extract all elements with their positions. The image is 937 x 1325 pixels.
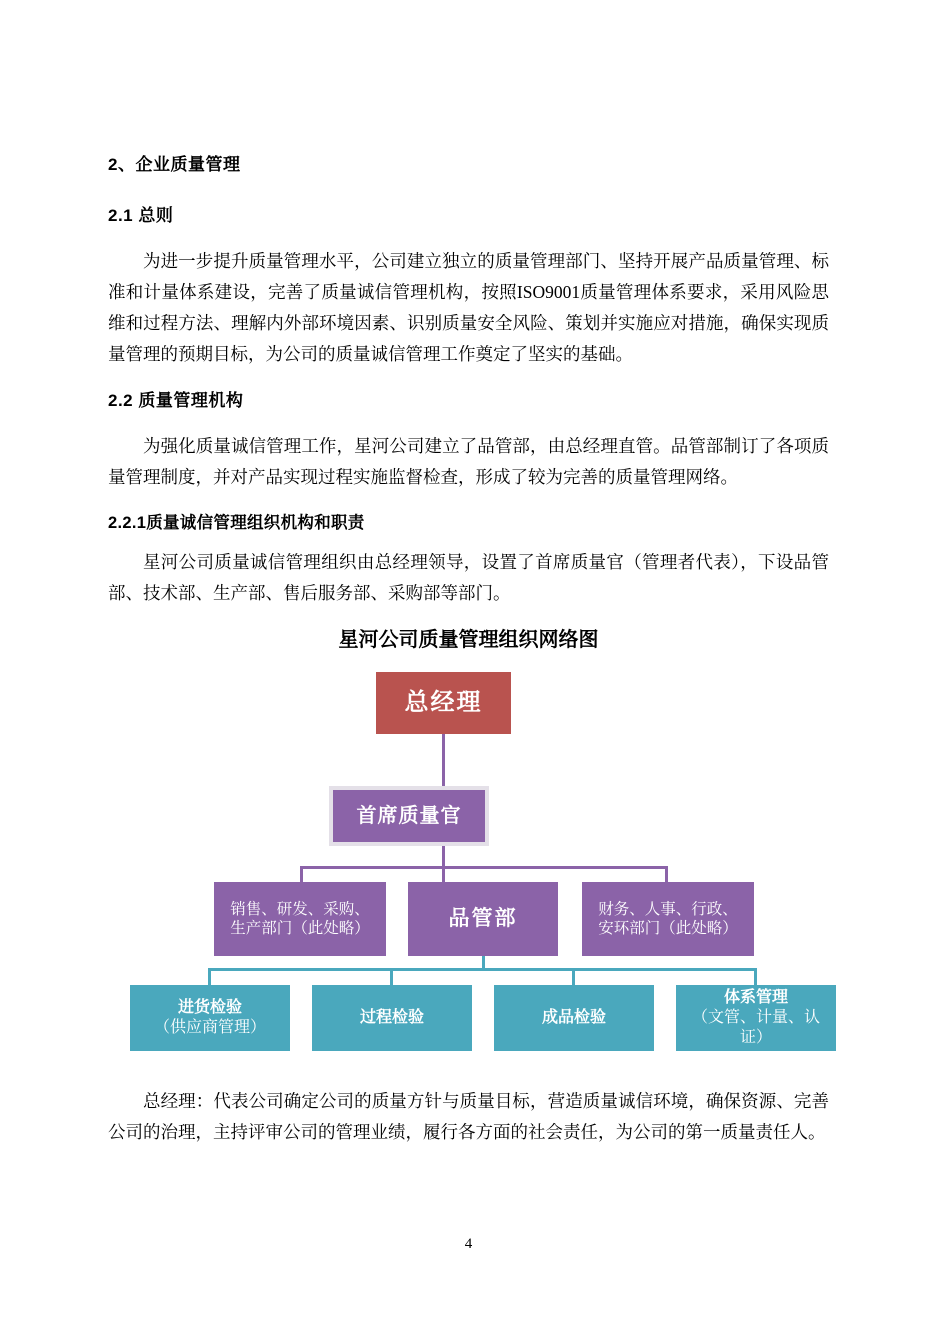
org-node-quality-control (408, 882, 558, 956)
org-node-system-management-line2: （文管、计量、认证） (691, 1009, 820, 1046)
paragraph-2-2-body: 为强化质量诚信管理工作，星河公司建立了品管部，由总经理直管。品管部制订了各项质量管理制度，并对产品实现过程实施监督检查，形成了较为完善的质量管理网络。 (108, 436, 829, 487)
org-node-incoming-inspection (130, 985, 290, 1051)
org-node-general-manager (376, 672, 511, 734)
org-node-right-departments (582, 882, 754, 956)
org-node-general-manager-label: 总经理 (404, 689, 483, 716)
org-node-chief-quality-officer (329, 786, 489, 846)
org-node-incoming-inspection-line2: （供应商管理） (153, 1019, 266, 1036)
connector-to-left-dept (300, 866, 303, 882)
connector-to-b1 (208, 968, 211, 985)
section-heading-2-2: 2.2 质量管理机构 (108, 391, 244, 410)
connector-to-b4 (754, 968, 757, 985)
org-node-left-departments (214, 882, 386, 956)
section-heading-2: 2、企业质量管理 (108, 155, 241, 174)
org-node-finished-product-inspection (494, 985, 654, 1051)
org-node-system-management (676, 985, 836, 1051)
org-node-system-management-line1: 体系管理 (723, 989, 788, 1006)
org-node-left-departments-line1: 销售、研发、采购、 (230, 900, 370, 918)
org-node-right-departments-line1: 财务、人事、行政、 (598, 900, 738, 918)
org-node-process-inspection (312, 985, 472, 1051)
paragraph-closing: 总经理：代表公司确定公司的质量方针与质量目标，营造质量诚信环境，确保资源、完善公司的治理，主持评审公司的管理业绩，履行各方面的社会责任，为公司的第一质量责任人。 (108, 1091, 829, 1142)
connector-to-right-dept (665, 866, 668, 882)
connector-mid-horizontal (300, 866, 668, 869)
org-node-left-departments-line2: 生产部门（此处略） (230, 920, 370, 937)
page-number: 4 (464, 1236, 473, 1252)
connector-to-b3 (572, 968, 575, 985)
paragraph-2-1-body: 为进一步提升质量管理水平，公司建立独立的质量管理部门、坚持开展产品质量管理、标准和计量体系建设，完善了质量诚信管理机构，按照ISO9001质量管理体系要求，采用风险思维和过程方法、理解内外部环境因素、识别质量安全风险、策划并实施应对措施，确保实现质量管理的预期目标，为公司的质量诚信管理工作奠定了坚实的基础。 (108, 251, 829, 364)
connector-gm-to-cqo (442, 734, 445, 786)
section-heading-2-1: 2.1 总则 (108, 206, 174, 225)
connector-bottom-horizontal (208, 968, 756, 971)
connector-cqo-down (442, 846, 445, 868)
org-chart-title: 星河公司质量管理组织网络图 (338, 629, 599, 651)
paragraph-2-2-1-body: 星河公司质量诚信管理组织由总经理领导，设置了首席质量官（管理者代表），下设品管部、技术部、生产部、售后服务部、采购部等部门。 (108, 552, 829, 603)
org-node-process-inspection-line1: 过程检验 (359, 1009, 424, 1026)
org-chart (108, 660, 829, 1080)
connector-to-qc (442, 866, 445, 882)
org-node-incoming-inspection-line1: 进货检验 (177, 999, 242, 1016)
org-node-chief-quality-officer-label: 首席质量官 (356, 804, 462, 827)
section-heading-2-2-1: 2.2.1质量诚信管理组织机构和职责 (108, 514, 365, 532)
org-node-quality-control-label: 品管部 (448, 906, 518, 930)
org-node-right-departments-line2: 安环部门（此处略） (598, 920, 738, 937)
org-node-finished-product-inspection-line1: 成品检验 (541, 1009, 606, 1026)
connector-to-b2 (390, 968, 393, 985)
